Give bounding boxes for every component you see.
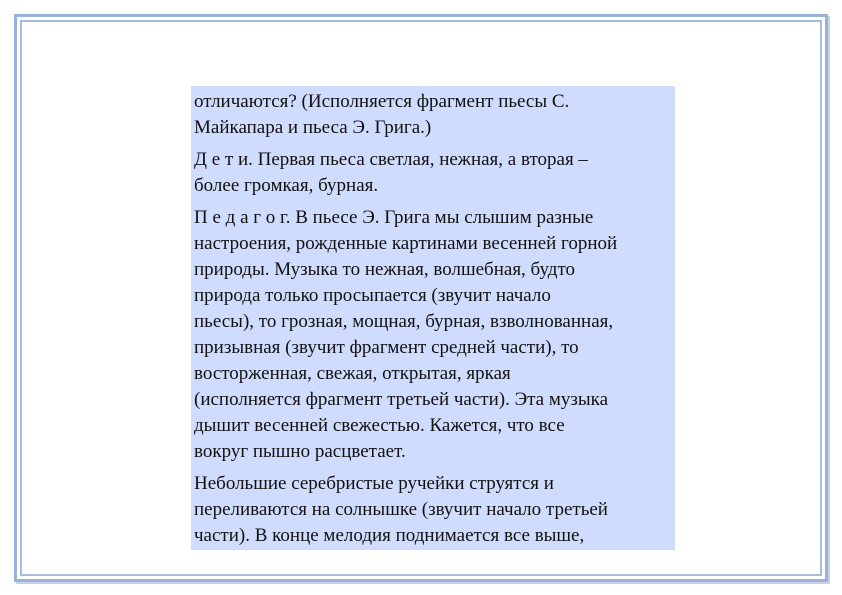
text-line: более громкая, бурная. (194, 175, 379, 196)
paragraph-3 (194, 205, 673, 465)
text-line: Майкапара и пьеса Э. Грига.) (194, 117, 432, 138)
text-line: природа только просыпается (звучит начало (194, 285, 551, 306)
paragraph-4 (194, 471, 673, 549)
paragraph-2 (194, 147, 673, 199)
text-line: отличаются? (Исполняется фрагмент пьесы С. (194, 91, 570, 112)
text-line: природы. Музыка то нежная, волшебная, будто (194, 259, 576, 280)
text-line: дышит весенней свежестью. Кажется, что все (194, 415, 565, 436)
text-line: пьесы), то грозная, мощная, бурная, взволнованная, (194, 311, 614, 332)
text-line: (исполняется фрагмент третьей части). Эта музыка (194, 389, 609, 410)
text-line: вокруг пышно расцветает. (194, 441, 406, 462)
text-line: П е д а г о г. В пьесе Э. Грига мы слышим разные (194, 207, 594, 228)
text-block (191, 86, 675, 550)
text-line: Д е т и. Первая пьеса светлая, нежная, а вторая – (194, 149, 588, 170)
text-line: восторженная, свежая, открытая, яркая (194, 363, 511, 384)
text-line: призывная (звучит фрагмент средней части), то (194, 337, 579, 358)
text-line: переливаются на солнышке (звучит начало третьей (194, 499, 608, 520)
text-line: части). В конце мелодия поднимается все выше, (194, 525, 585, 546)
text-line: Небольшие серебристые ручейки струятся и (194, 473, 554, 494)
paragraph-1 (194, 89, 673, 141)
text-line: настроения, рожденные картинами весенней горной (194, 233, 618, 254)
